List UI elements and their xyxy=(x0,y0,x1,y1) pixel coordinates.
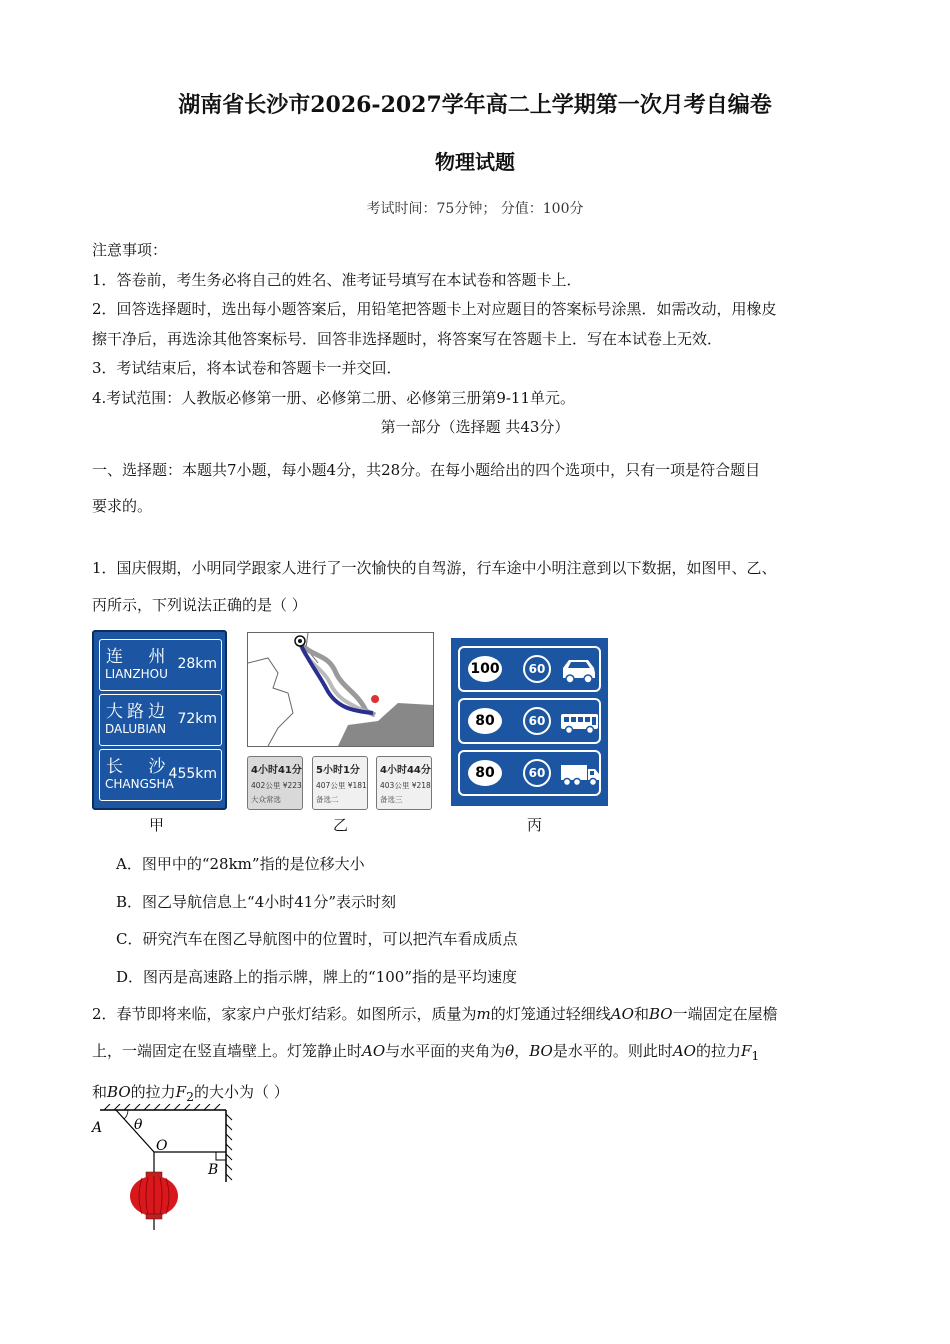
page-title: 湖南省长沙市2026-2027学年高二上学期第一次月考自编卷 xyxy=(178,92,772,118)
option-d: D．图丙是高速路上的指示牌，牌上的“100”指的是平均速度 xyxy=(116,967,517,986)
route-time: 5小时1分 xyxy=(316,765,360,776)
question-line xyxy=(92,996,882,1033)
notes-heading: 注意事项： xyxy=(92,241,168,259)
note-item: 3．考试结束后，将本试卷和答题卡一并交回． xyxy=(92,359,402,377)
sign-row xyxy=(99,749,222,801)
truck-icon xyxy=(560,759,600,789)
section-heading xyxy=(92,452,872,524)
route-time: 4小时44分 xyxy=(380,765,431,776)
section-line: 一、选择题：本题共7小题，每小题4分，共28分。在每小题给出的四个选项中，只有一项是符合题目 xyxy=(92,461,761,479)
min-speed: 60 xyxy=(525,761,549,785)
page-subtitle: 物理试题 xyxy=(435,150,515,174)
question-line: 1．国庆假期，小明同学跟家人进行了一次愉快的自驾游，行车途中小明注意到以下数据，如图甲、乙、 xyxy=(92,559,777,577)
figure-caption-bing: 丙 xyxy=(527,816,543,834)
q2-text: 的大小为（ ） xyxy=(194,1083,289,1101)
distance-sign-figure xyxy=(92,630,227,810)
map-drawing xyxy=(248,633,433,746)
speed-limit-figure xyxy=(451,638,608,806)
sign-place-en: LIANZHOU xyxy=(105,667,168,681)
note-item: 擦干净后，再选涂其他答案标号．回答非选择题时，将答案写在答题卡上．写在本试卷上无效． xyxy=(92,329,723,348)
speed-row xyxy=(458,750,601,796)
question-2-stem xyxy=(92,996,882,1115)
part-heading: 第一部分（选择题 共43分） xyxy=(380,418,570,436)
note-item: 4.考试范围：人教版必修第一册、必修第二册、必修第三册第9-11单元。 xyxy=(92,388,576,407)
max-speed: 80 xyxy=(468,708,502,734)
q2-text: 上，一端固定在竖直墙壁上。灯笼静止时 xyxy=(92,1042,363,1060)
q2-var-bo: BO xyxy=(648,1005,673,1023)
min-speed: 60 xyxy=(525,657,549,681)
label-theta: θ xyxy=(134,1117,143,1133)
min-speed: 60 xyxy=(525,709,549,733)
min-speed-badge xyxy=(521,705,553,737)
exam-meta: 考试时间：75分钟； 分值：100分 xyxy=(366,201,584,217)
figure-caption-jia: 甲 xyxy=(149,816,165,834)
option-c: C．研究汽车在图乙导航图中的位置时，可以把汽车看成质点 xyxy=(116,930,518,948)
q2-var-ao: AO xyxy=(672,1042,696,1060)
max-speed: 80 xyxy=(468,760,502,786)
label-a: A xyxy=(92,1120,103,1136)
q2-var-bo: BO xyxy=(529,1042,553,1060)
sign-distance: 455km xyxy=(168,766,217,782)
q2-text: 的灯笼通过轻细线 xyxy=(490,1005,611,1023)
sign-row xyxy=(99,694,222,746)
option-b: B．图乙导航信息上“4小时41分”表示时刻 xyxy=(116,892,396,911)
navigation-map-figure xyxy=(247,632,434,747)
q2-text: 和 xyxy=(92,1083,108,1101)
route-distance: 403公里 ¥218 xyxy=(380,781,431,790)
option-a: A．图甲中的“28km”指的是位移大小 xyxy=(116,855,365,873)
lantern-figure xyxy=(86,1104,246,1234)
min-speed-badge xyxy=(521,653,553,685)
speed-row xyxy=(458,698,601,744)
sign-place-cn: 长 沙 xyxy=(106,757,176,777)
q2-text: 2．春节即将来临，家家户户张灯结彩。如图所示，质量为 xyxy=(92,1005,477,1023)
route-option xyxy=(247,756,303,810)
sign-row xyxy=(99,639,222,691)
bus-icon xyxy=(560,707,600,737)
note-item: 2．回答选择题时，选出每小题答案后，用铅笔把答题卡上对应题目的答案标号涂黑．如需改动，用橡皮 xyxy=(92,300,777,318)
sign-place-en: DALUBIAN xyxy=(105,722,167,736)
q2-text: 与水平面的夹角为 xyxy=(385,1042,506,1060)
car-icon xyxy=(560,655,598,685)
q2-text: 的拉力 xyxy=(130,1083,176,1101)
route-tag: 备选三 xyxy=(380,795,403,804)
question-1-stem xyxy=(92,550,882,624)
question-1-options xyxy=(116,846,876,996)
sign-distance: 28km xyxy=(177,656,217,672)
q2-var-ao: AO xyxy=(362,1042,386,1060)
q2-text: 是水平的。则此时 xyxy=(552,1042,673,1060)
label-b: B xyxy=(208,1162,219,1178)
sign-distance: 72km xyxy=(177,711,217,727)
label-o: O xyxy=(156,1138,168,1154)
section-line: 要求的。 xyxy=(92,497,153,515)
sign-place-en: CHANGSHA xyxy=(105,777,174,791)
q2-text: 的拉力 xyxy=(695,1042,741,1060)
q2-sub: 2 xyxy=(186,1089,195,1104)
question-line xyxy=(92,1033,882,1074)
notes-block xyxy=(92,236,872,413)
sign-place-cn: 大路边 xyxy=(106,702,169,722)
q2-text: 和 xyxy=(633,1005,649,1023)
q2-var-m: m xyxy=(476,1005,491,1023)
figure-caption-yi: 乙 xyxy=(333,816,349,834)
route-time: 4小时41分 xyxy=(251,765,302,776)
note-item: 1．答卷前，考生务必将自己的姓名、准考证号填写在本试卷和答题卡上． xyxy=(92,270,582,289)
max-speed: 100 xyxy=(468,656,502,682)
q2-text: ， xyxy=(514,1042,530,1060)
route-distance: 407公里 ¥181 xyxy=(316,781,367,790)
route-distance: 402公里 ¥223 xyxy=(251,781,302,790)
question-line: 丙所示，下列说法正确的是（ ） xyxy=(92,596,307,614)
route-tag: 大众常选 xyxy=(251,795,281,804)
q2-var-theta: θ xyxy=(505,1042,515,1060)
speed-row xyxy=(458,646,601,692)
route-tag: 备选二 xyxy=(316,795,339,804)
q2-var-f1: F xyxy=(741,1042,752,1060)
q2-var-ao: AO xyxy=(610,1005,634,1023)
q2-text: 一端固定在屋檐 xyxy=(672,1005,778,1023)
route-option xyxy=(376,756,432,810)
min-speed-badge xyxy=(521,757,553,789)
sign-place-cn: 连 州 xyxy=(106,647,176,667)
q2-var-f2: F xyxy=(175,1083,187,1101)
q2-sub: 1 xyxy=(751,1048,760,1063)
q2-var-bo: BO xyxy=(107,1083,131,1101)
route-option xyxy=(312,756,368,810)
